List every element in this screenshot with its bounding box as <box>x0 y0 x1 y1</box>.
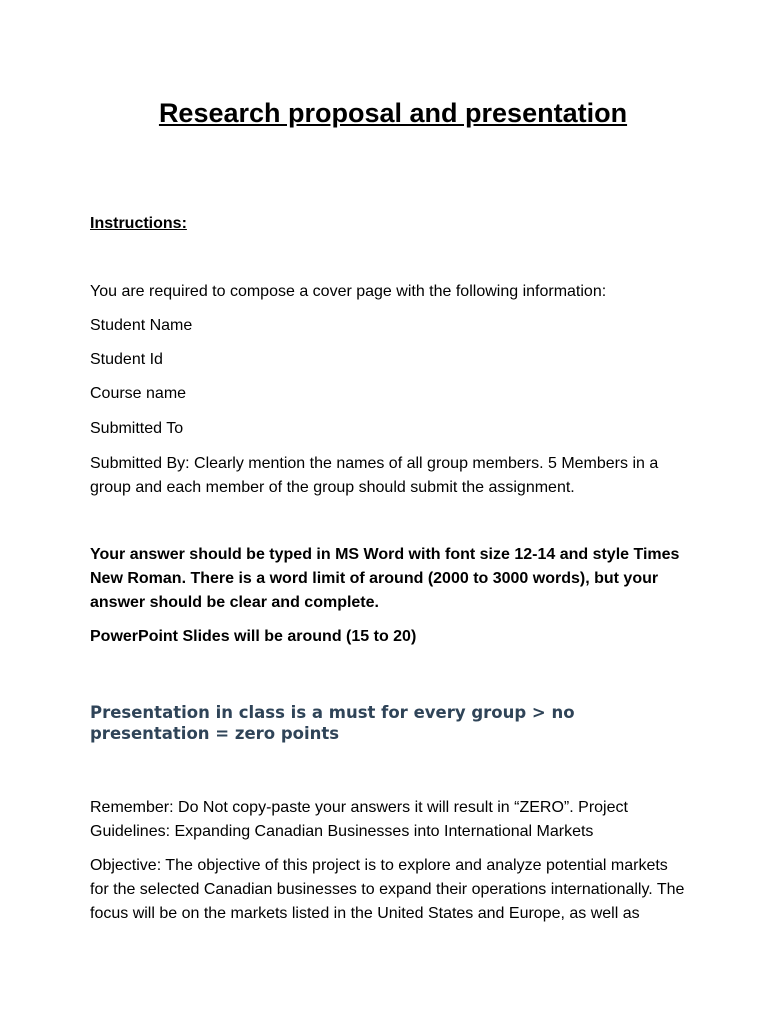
intro-paragraph: You are required to compose a cover page with the following information: <box>90 283 607 300</box>
presentation-heading: Presentation in class is a must for every group > no presentation = zero points <box>90 703 575 743</box>
cover-item-submitted-to: Submitted To <box>90 420 184 437</box>
format-note: Your answer should be typed in MS Word with font size 12-14 and style Times New Roman. There is a word limit of around (2000 to 3000 words), but your answer should be clear and complete. <box>90 546 680 611</box>
cover-item-student-name: Student Name <box>90 317 193 334</box>
objective-paragraph: Objective: The objective of this project is to explore and analyze potential markets for the selected Canadian businesses to expand their operations internationally. The focus will be on the markets listed in the United States and Europe, as well as <box>90 857 685 922</box>
cover-item-student-id: Student Id <box>90 351 163 368</box>
cover-item-submitted-by: Submitted By: Clearly mention the names of all group members. 5 Members in a group and each member of the group should submit the assignment. <box>90 455 659 496</box>
slides-note: PowerPoint Slides will be around (15 to 20) <box>90 628 417 645</box>
cover-item-course-name: Course name <box>90 385 187 402</box>
remember-note: Remember: Do Not copy-paste your answers it will result in “ZERO”. Project Guidelines: Expanding Canadian Businesses into International Markets <box>90 799 628 840</box>
instructions-label: Instructions: <box>90 215 187 232</box>
document-title: Research proposal and presentation <box>158 98 628 128</box>
